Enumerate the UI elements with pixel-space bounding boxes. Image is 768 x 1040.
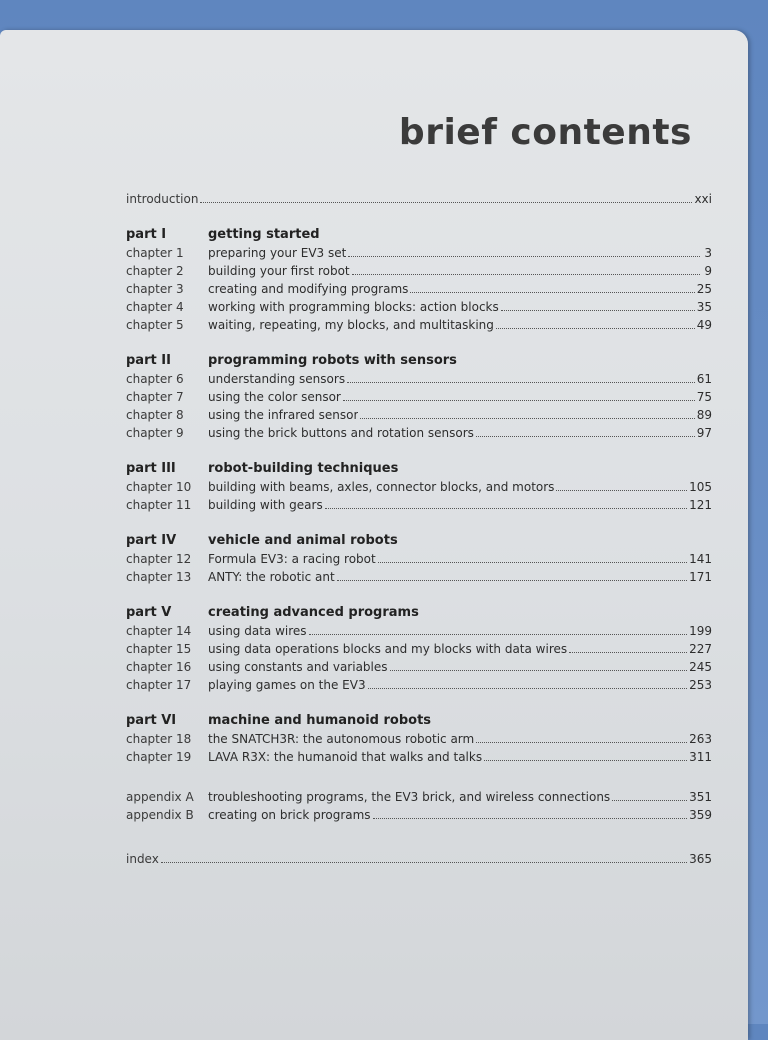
leader-dots (496, 328, 695, 329)
appendix-label: appendix A (126, 790, 194, 804)
parts-list (126, 226, 712, 766)
chapter-label: chapter 4 (126, 300, 184, 314)
toc-index (126, 850, 712, 868)
appendices-list (126, 788, 712, 824)
leader-dots (325, 508, 687, 509)
leader-dots (200, 202, 692, 203)
page-number: 253 (689, 678, 712, 692)
chapter-title: building your first robot (208, 264, 350, 278)
toc-part-block (126, 226, 712, 334)
toc-chapter-row (126, 550, 712, 568)
chapter-title: building with gears (208, 498, 323, 512)
toc-chapter-row (126, 370, 712, 388)
chapter-label: chapter 13 (126, 570, 192, 584)
toc-part-block (126, 352, 712, 442)
chapter-title: using data wires (208, 624, 307, 638)
toc-chapter-row (126, 316, 712, 334)
page-number: 359 (689, 808, 712, 822)
toc-chapter-row (126, 478, 712, 496)
leader-dots (476, 436, 695, 437)
toc-part-block (126, 532, 712, 586)
page-number: 263 (689, 732, 712, 746)
chapter-title: creating and modifying programs (208, 282, 409, 296)
part-label: part I (126, 227, 167, 242)
toc-chapter-row (126, 676, 712, 694)
chapter-label: chapter 7 (126, 390, 184, 404)
toc-introduction (126, 190, 712, 208)
toc-chapter-row (126, 406, 712, 424)
part-label: part IV (126, 533, 177, 548)
leader-dots (476, 742, 687, 743)
chapter-label: chapter 6 (126, 372, 184, 386)
toc-chapter-row (126, 658, 712, 676)
part-label: part II (126, 353, 171, 368)
toc-part-block (126, 460, 712, 514)
leader-dots (410, 292, 694, 293)
chapter-title: Formula EV3: a racing robot (208, 552, 376, 566)
leader-dots (343, 400, 695, 401)
page-number: 97 (696, 426, 712, 440)
toc-chapter-row (126, 640, 712, 658)
part-label: part III (126, 461, 176, 476)
chapter-title: using the color sensor (208, 390, 341, 404)
toc-chapter-row (126, 748, 712, 766)
leader-dots (556, 490, 687, 491)
chapter-label: chapter 2 (126, 264, 184, 278)
chapter-title: using constants and variables (208, 660, 388, 674)
chapter-title: understanding sensors (208, 372, 346, 386)
toc-chapter-row (126, 496, 712, 514)
leader-dots (347, 382, 695, 383)
part-title: robot-building techniques (208, 461, 399, 476)
chapter-label: chapter 18 (126, 732, 192, 746)
toc-chapter-row (126, 730, 712, 748)
part-label: part V (126, 605, 172, 620)
toc-chapter-row (126, 622, 712, 640)
page-number: 365 (689, 852, 712, 866)
introduction-label: introduction (126, 192, 199, 206)
page-number: 49 (696, 318, 712, 332)
toc-chapter-row (126, 388, 712, 406)
leader-dots (390, 670, 688, 671)
page-number: 89 (696, 408, 712, 422)
chapter-label: chapter 9 (126, 426, 184, 440)
part-label: part VI (126, 713, 177, 728)
page-number: 75 (696, 390, 712, 404)
leader-dots (484, 760, 687, 761)
toc-part-block (126, 712, 712, 766)
chapter-title: using the infrared sensor (208, 408, 359, 422)
toc-part-heading (126, 532, 712, 550)
chapter-label: chapter 12 (126, 552, 192, 566)
page-number: 121 (689, 498, 712, 512)
toc-part-heading (126, 712, 712, 730)
page-number: 61 (696, 372, 712, 386)
page-number: 245 (689, 660, 712, 674)
page-number: 227 (689, 642, 712, 656)
part-title: getting started (208, 227, 320, 242)
chapter-title: preparing your EV3 set (208, 246, 347, 260)
appendix-title: troubleshooting programs, the EV3 brick, and wireless connections (208, 790, 611, 804)
leader-dots (161, 862, 687, 863)
table-of-contents (126, 190, 712, 868)
chapter-title: the SNATCH3R: the autonomous robotic arm (208, 732, 475, 746)
chapter-label: chapter 10 (126, 480, 192, 494)
chapter-label: chapter 5 (126, 318, 184, 332)
part-title: vehicle and animal robots (208, 533, 398, 548)
toc-part-heading (126, 226, 712, 244)
chapter-label: chapter 14 (126, 624, 192, 638)
chapter-label: chapter 19 (126, 750, 192, 764)
page-number: 141 (689, 552, 712, 566)
chapter-title: using data operations blocks and my blocks with data wires (208, 642, 568, 656)
page-number: 35 (696, 300, 712, 314)
toc-part-heading (126, 460, 712, 478)
chapter-title: ANTY: the robotic ant (208, 570, 335, 584)
page-number: xxi (694, 192, 712, 206)
chapter-label: chapter 17 (126, 678, 192, 692)
part-title: creating advanced programs (208, 605, 419, 620)
toc-part-heading (126, 352, 712, 370)
page-number: 171 (689, 570, 712, 584)
chapter-title: waiting, repeating, my blocks, and multitasking (208, 318, 494, 332)
leader-dots (360, 418, 694, 419)
toc-chapter-row (126, 244, 712, 262)
chapter-title: using the brick buttons and rotation sensors (208, 426, 474, 440)
leader-dots (569, 652, 687, 653)
chapter-label: chapter 3 (126, 282, 184, 296)
leader-dots (337, 580, 687, 581)
chapter-title: playing games on the EV3 (208, 678, 366, 692)
leader-dots (309, 634, 688, 635)
appendix-label: appendix B (126, 808, 194, 822)
leader-dots (501, 310, 695, 311)
toc-appendix-row (126, 788, 712, 806)
chapter-title: building with beams, axles, connector blocks, and motors (208, 480, 555, 494)
leader-dots (352, 274, 700, 275)
chapter-title: LAVA R3X: the humanoid that walks and talks (208, 750, 483, 764)
chapter-label: chapter 11 (126, 498, 192, 512)
leader-dots (348, 256, 700, 257)
chapter-label: chapter 16 (126, 660, 192, 674)
page-title: brief contents (398, 112, 692, 153)
part-title: machine and humanoid robots (208, 713, 432, 728)
appendix-title: creating on brick programs (208, 808, 371, 822)
leader-dots (373, 818, 688, 819)
toc-appendix-row (126, 806, 712, 824)
chapter-title: working with programming blocks: action blocks (208, 300, 499, 314)
toc-chapter-row (126, 262, 712, 280)
leader-dots (368, 688, 688, 689)
book-page (0, 30, 748, 1040)
page-number: 3 (704, 246, 712, 260)
toc-chapter-row (126, 298, 712, 316)
index-label: index (126, 852, 159, 866)
page-number: 311 (689, 750, 712, 764)
leader-dots (378, 562, 687, 563)
toc-chapter-row (126, 568, 712, 586)
page-number: 25 (696, 282, 712, 296)
chapter-label: chapter 15 (126, 642, 192, 656)
page-number: 9 (704, 264, 712, 278)
part-title: programming robots with sensors (208, 353, 457, 368)
page-number: 199 (689, 624, 712, 638)
chapter-label: chapter 1 (126, 246, 184, 260)
toc-chapter-row (126, 424, 712, 442)
leader-dots (612, 800, 687, 801)
page-number: 351 (689, 790, 712, 804)
toc-part-heading (126, 604, 712, 622)
toc-chapter-row (126, 280, 712, 298)
chapter-label: chapter 8 (126, 408, 184, 422)
page-number: 105 (689, 480, 712, 494)
toc-part-block (126, 604, 712, 694)
